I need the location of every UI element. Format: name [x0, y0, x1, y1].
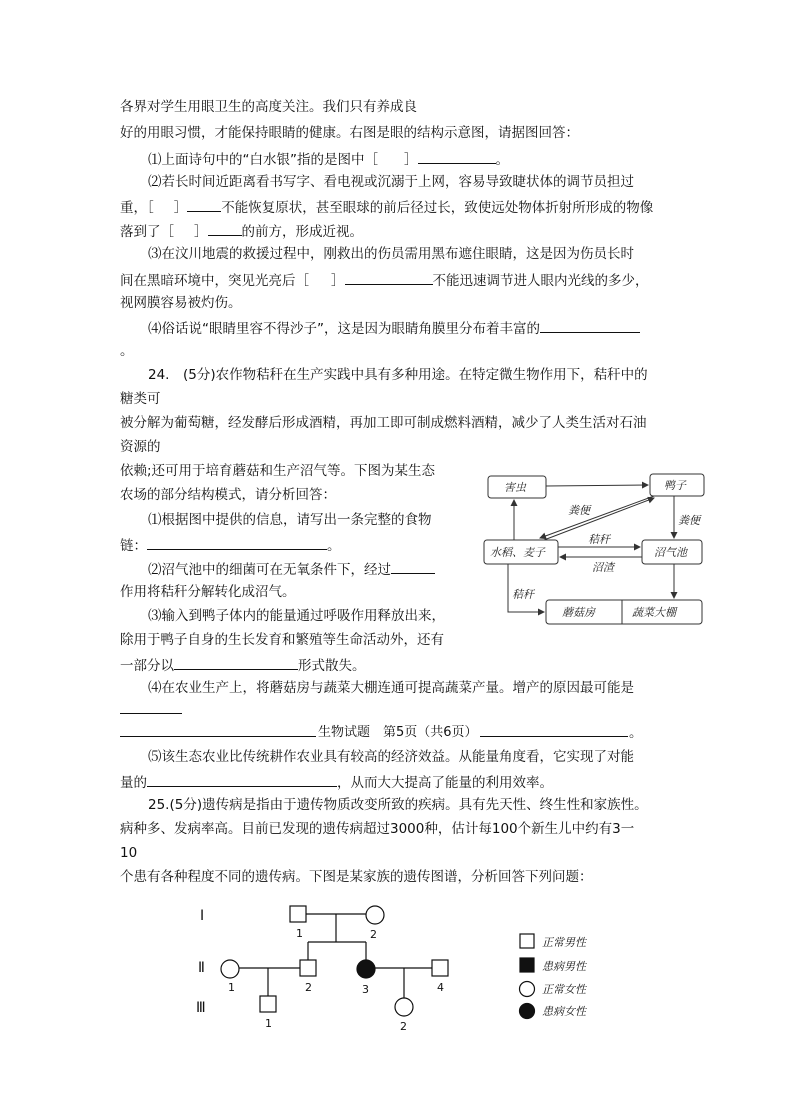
q24-sub3-line1: ⑶输入到鸭子体内的能量通过呼吸作用释放出来，	[148, 608, 445, 624]
answer-blank[interactable]	[187, 197, 221, 212]
arrow-pest-duck	[546, 485, 648, 486]
II-1-normal-female	[221, 960, 239, 978]
q24-sub5-line2	[120, 772, 553, 792]
individual-number: 2	[400, 1020, 407, 1033]
pedigree-chart	[190, 896, 610, 1036]
answer-blank[interactable]	[174, 655, 298, 670]
individual-number: 2	[370, 928, 377, 941]
legend-normal-female-symbol	[520, 982, 535, 997]
arrow-duck-rice	[540, 496, 654, 538]
q25-line: 个患有各种程度不同的遗传病。下图是某家族的遗传图谱，分析回答下列问题：	[120, 869, 593, 885]
q2-bracket: ］	[194, 224, 208, 240]
q3-text: 不能迅速调节进人眼内光线的多少，	[432, 273, 649, 289]
farm-structure-diagram	[478, 468, 714, 634]
q1-bracket: ］	[404, 152, 418, 168]
s3-text: 一部分以	[120, 658, 174, 674]
answer-blank[interactable]	[147, 535, 327, 550]
individual-number: 2	[305, 981, 312, 994]
question-3-line-3: 视网膜容易被灼伤。	[120, 295, 242, 311]
legend-normal-male: 正常男性	[542, 936, 586, 949]
s5-text: ，从而大大提高了能量的利用效率。	[337, 775, 553, 791]
q24-line: 依赖;还可用于培育蘑菇和生产沼气等。下图为某生态	[120, 463, 436, 479]
q4-text: ⑷俗话说“眼睛里容不得沙子”，这是因为眼睛角膜里分布着丰富的	[148, 321, 540, 337]
question-1	[148, 149, 509, 169]
q24-sub3-line3	[120, 655, 366, 675]
q25-line: 25.(5分)遗传病是指由于遗传物质改变所致的疾病。具有先天性、终生性和家族性。	[148, 797, 648, 813]
greenhouse-label: 蔬菜大棚	[632, 606, 676, 619]
q25-line: 病种多、发病率高。目前已发现的遗传病超过3000种，估计每100个新生儿中约有3一	[120, 821, 635, 837]
q2-bracket: ］	[173, 200, 188, 216]
q24-sub3-line2: 除用于鸭子自身的生长发育和繁殖等生命活动外，还有	[120, 632, 444, 648]
question-3-line-1: ⑶在汶川地震的救援过程中，刚救出的伤员需用黑布遮住眼睛，这是因为伤员长时	[148, 246, 634, 262]
individual-number: 3	[362, 983, 369, 996]
III-1-normal-male	[260, 996, 276, 1012]
q24-sub1-line1: ⑴根据图中提供的信息，请写出一条完整的食物	[148, 512, 432, 528]
straw-label-2: 秸秆	[512, 588, 534, 601]
answer-blank[interactable]	[345, 270, 433, 285]
mushroom-label: 蘑菇房	[562, 606, 595, 619]
generation-I-label: Ⅰ	[200, 908, 205, 924]
legend-normal-female: 正常女性	[542, 983, 586, 996]
I-1-normal-male	[290, 906, 306, 922]
dung-label-2: 粪便	[678, 514, 700, 527]
question-3-line-2	[120, 270, 649, 290]
II-4-normal-male	[432, 960, 448, 976]
paragraph-line: 好的用眼习惯，才能保持眼睛的健康。右图是眼的结构示意图，请据图回答：	[120, 125, 579, 141]
q3-bracket: ］	[331, 273, 345, 289]
generation-III-label: Ⅲ	[196, 1000, 206, 1016]
q2-text: 不能恢复原状，甚至眼球的前后径过长，致使远处物体折射所形成的物像	[221, 200, 654, 216]
q2-text: 的前方，形成近视。	[241, 224, 363, 240]
s2-text: ⑵沼气池中的细菌可在无氧条件下，经过	[148, 562, 391, 578]
q1-text: ⑴上面诗句中的“白水银”指的是图中［	[148, 152, 378, 168]
duck-label: 鸭子	[664, 479, 686, 492]
I-2-normal-female	[366, 906, 384, 924]
legend-affected-female-symbol	[520, 1004, 535, 1019]
q24-line: 24. (5分)农作物秸秆在生产实践中具有多种用途。在特定微生物作用下，秸秆中的	[148, 367, 648, 383]
answer-blank[interactable]	[208, 221, 242, 236]
q24-sub5-line1: ⑸该生态农业比传统耕作农业具有较高的经济效益。从能量角度看，它实现了对能	[148, 749, 634, 765]
s1-end: 。	[327, 538, 341, 554]
legend-affected-male: 患病男性	[542, 960, 586, 973]
q24-sub1-line2	[120, 535, 341, 555]
question-2-line-3	[120, 221, 363, 241]
q2-text: 重，［	[120, 200, 154, 216]
q24-line: 糖类可	[120, 391, 161, 407]
individual-number: 1	[296, 927, 303, 940]
legend-affected-female: 患病女性	[542, 1005, 586, 1018]
residue-label: 沼渣	[592, 561, 614, 574]
legend-affected-male-symbol	[520, 958, 534, 972]
dung-label-1: 粪便	[568, 504, 590, 517]
q24-sub4-line1: ⑷在农业生产上，将蘑菇房与蔬菜大棚连通可提高蔬菜产量。增产的原因最可能是	[148, 680, 634, 696]
footer-period: 。	[629, 725, 643, 741]
page-footer: 生物试题 第5页（共6页）	[318, 725, 478, 740]
q24-line: 资源的	[120, 439, 161, 455]
question-4-line-2: 。	[120, 343, 134, 359]
generation-II-label: Ⅱ	[198, 960, 205, 976]
II-3-affected-female	[357, 960, 375, 978]
s5-text: 量的	[120, 775, 147, 791]
q1-end: 。	[495, 152, 509, 168]
question-2-line-1: ⑵若长时间近距离看书写字、看电视或沉溺于上网，容易导致睫状体的调节员担过	[148, 174, 634, 190]
answer-blank[interactable]	[540, 318, 640, 333]
q24-sub2-line1	[148, 559, 435, 579]
question-4-line-1	[148, 318, 640, 338]
straw-label-1: 秸秆	[588, 533, 610, 546]
II-2-normal-male	[300, 960, 316, 976]
answer-blank[interactable]	[120, 713, 182, 714]
q3-text: 间在黑暗环境中，突见光亮后［	[120, 273, 309, 289]
answer-blank[interactable]	[391, 559, 435, 574]
question-2-line-2	[120, 197, 653, 217]
paragraph-line: 各界对学生用眼卫生的高度关注。我们只有养成良	[120, 99, 417, 115]
answer-blank[interactable]	[147, 772, 337, 787]
rice-label: 水稻、麦子	[490, 546, 545, 559]
pest-label: 害虫	[504, 481, 526, 494]
q24-sub2-line2: 作用将秸秆分解转化成沼气。	[120, 584, 296, 600]
q25-line: 10	[120, 845, 138, 861]
individual-number: 4	[437, 981, 444, 994]
biogas-label: 沼气池	[654, 546, 687, 559]
III-2-normal-female	[395, 998, 413, 1016]
q2-text: 落到了［	[120, 224, 174, 240]
q24-line: 农场的部分结构模式，请分析回答：	[120, 487, 336, 503]
s1-text: 链：	[120, 538, 147, 554]
q24-line: 被分解为葡萄糖，经发酵后形成酒精，再加工即可制成燃料酒精，减少了人类生活对石油	[120, 415, 647, 431]
individual-number: 1	[228, 981, 235, 994]
answer-blank[interactable]	[418, 149, 496, 164]
s3-text: 形式散失。	[298, 658, 366, 674]
legend-normal-male-symbol	[520, 934, 534, 948]
individual-number: 1	[265, 1017, 272, 1030]
